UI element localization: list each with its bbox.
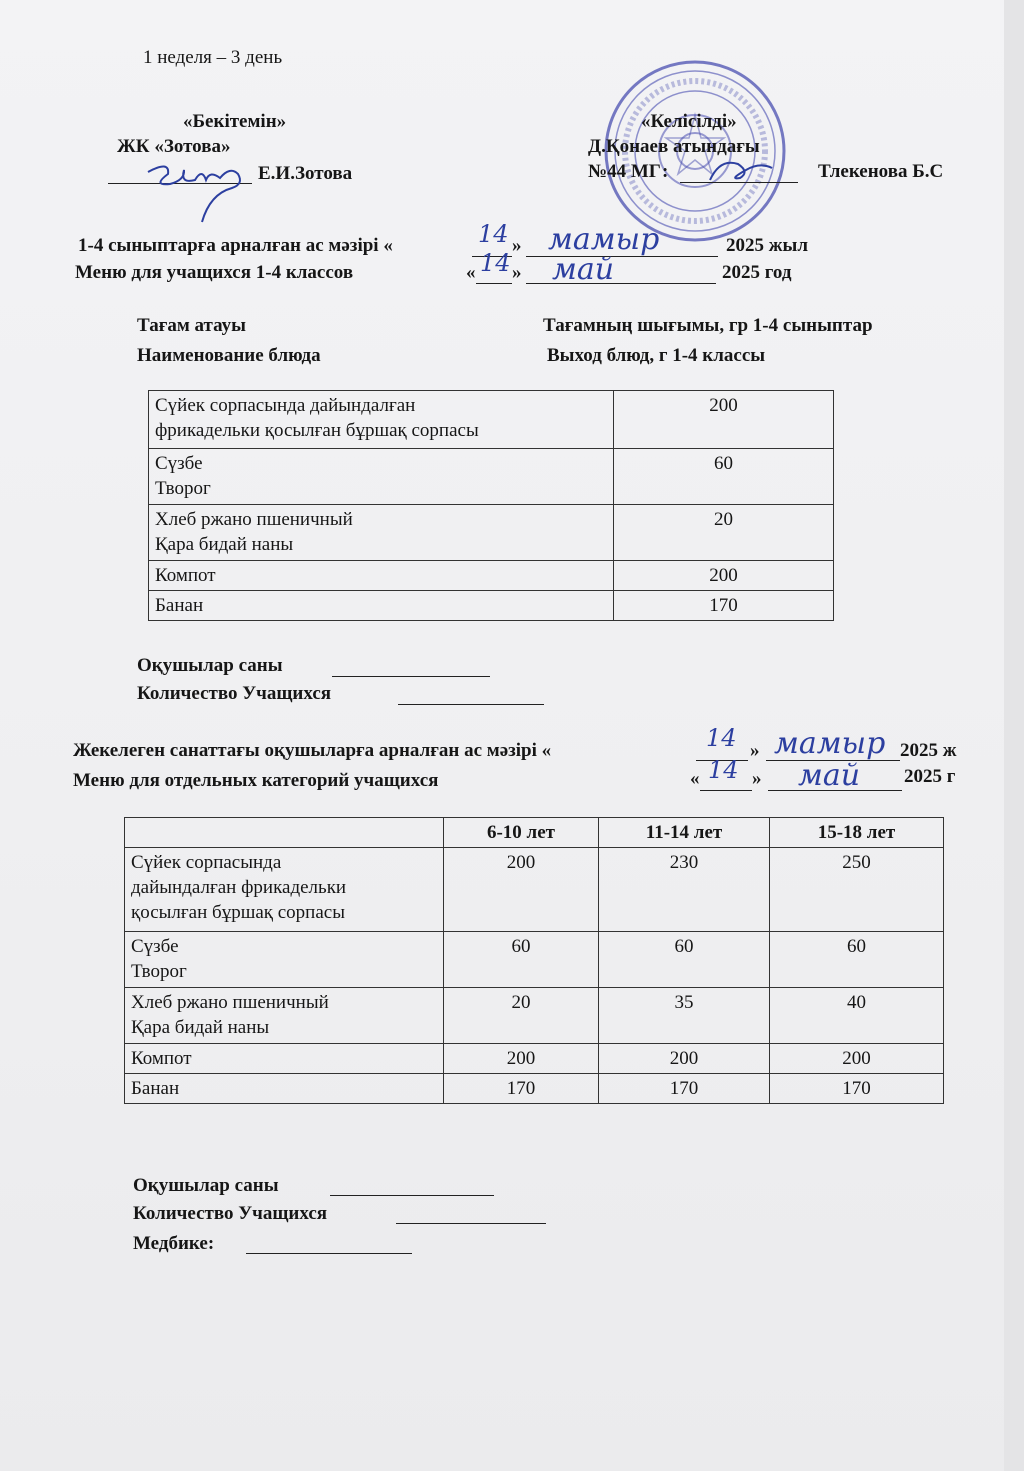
dish-name: Қара бидай наны (131, 1017, 270, 1038)
col-yield-ru: Выход блюд, г 1-4 классы (547, 345, 766, 366)
dish-qty: 60 (444, 932, 599, 988)
table-row (125, 848, 944, 932)
col-name-ru: Наименование блюда (137, 345, 321, 366)
dish-name: Творог (131, 961, 187, 982)
nurse-label: Медбике: (133, 1233, 215, 1254)
menu1-year-ru: 2025 год (722, 262, 792, 283)
menu1-title-kz: 1-4 сыныптарға арналған ас мәзірі « (78, 235, 393, 256)
table-row (149, 391, 834, 449)
menu2-year-ru: 2025 г (904, 766, 956, 787)
table-row (125, 1074, 944, 1104)
col-name-kz: Тағам атауы (137, 315, 246, 336)
menu1-table (148, 390, 834, 621)
nurse-signature-line (246, 1253, 412, 1254)
dish-qty: 60 (770, 932, 944, 988)
age-header: 11-14 лет (599, 818, 770, 848)
dish-qty: 60 (599, 932, 770, 988)
table-row (125, 932, 944, 988)
dish-qty: 170 (444, 1074, 599, 1104)
menu2-day-kz: 14 (706, 724, 737, 752)
dish-name: Қара бидай наны (155, 534, 294, 555)
students-count-ru-1: Количество Учащихся (137, 683, 332, 704)
dish-qty: 40 (770, 988, 944, 1044)
week-day-label: 1 неделя – 3 день (143, 47, 283, 68)
menu1-day-ru: 14 (480, 249, 511, 277)
menu2-year-kz: 2025 ж (900, 740, 957, 761)
menu2-day-ru: 14 (708, 756, 739, 784)
menu1-month-kz: мамыр (548, 222, 660, 257)
table-header-row (125, 818, 944, 848)
agree-title: «Келісілді» (641, 111, 737, 132)
dish-qty: 170 (770, 1074, 944, 1104)
menu2-month-ru: май (798, 758, 861, 793)
students-count-kz-2: Оқушылар саны (133, 1175, 279, 1196)
menu1-month-ru: май (552, 252, 615, 287)
dish-name: Компот (125, 1044, 444, 1074)
agree-name: Тлекенова Б.С (818, 161, 944, 182)
dish-qty: 200 (444, 848, 599, 932)
dish-name: Творог (155, 478, 211, 499)
table-row (125, 988, 944, 1044)
table-row (149, 591, 834, 621)
dish-qty: 20 (444, 988, 599, 1044)
col-yield-kz: Тағамның шығымы, гр 1-4 сыныптар (543, 315, 873, 336)
dish-name: қосылған бұршақ сорпасы (131, 902, 345, 923)
dish-qty: 60 (614, 449, 834, 505)
dish-qty: 200 (444, 1044, 599, 1074)
dish-qty: 200 (614, 561, 834, 591)
dish-name: Хлеб ржано пшеничный (131, 992, 329, 1013)
dish-qty: 170 (614, 591, 834, 621)
dish-name: фрикадельки қосылған бұршақ сорпасы (155, 420, 479, 441)
students-count-ru-2: Количество Учащихся (133, 1203, 328, 1224)
dish-qty: 200 (599, 1044, 770, 1074)
signature-tlekenova (700, 150, 780, 190)
table-row (149, 505, 834, 561)
dish-name: Банан (149, 591, 614, 621)
agree-school: №44 МГ (588, 161, 661, 182)
dish-name: Банан (125, 1074, 444, 1104)
dish-name: Сүйек сорпасында (131, 852, 282, 873)
menu1-year-kz: 2025 жыл (726, 235, 809, 256)
age-header: 15-18 лет (770, 818, 944, 848)
dish-qty: 20 (614, 505, 834, 561)
menu2-table (124, 817, 944, 1104)
table-row (125, 1044, 944, 1074)
dish-qty: 170 (599, 1074, 770, 1104)
dish-qty: 35 (599, 988, 770, 1044)
dish-qty: 250 (770, 848, 944, 932)
dish-name: дайындалған фрикадельки (131, 877, 347, 898)
dish-name: Хлеб ржано пшеничный (155, 509, 353, 530)
students-count-line (330, 1195, 494, 1196)
students-count-line (332, 676, 490, 677)
table-row (149, 561, 834, 591)
age-header: 6-10 лет (444, 818, 599, 848)
document-page: 1 неделя – 3 день «Бекітемін» ЖК «Зотова» Е.И.Зотова «Келісілді» Д.Қонаев атындағы №44 МГ : Тлекенова Б.С 1-4 сыныптарға арналған ас мәзірі « 14 » мамыр 2025 жыл Меню для учащихся 1-4 классов « 14 » май 2025 год Тағам атауы Наименование блюда Тағамның шығымы, гр 1-4 сыныптар Выход блюд, г 1-4 классы Сүйек сорпасында дайындалған фрикадельки қосылған бұршақ сорпасы 200 Сүзбе Творог 60 Хлеб ржано пшеничный Қара бидай наны 20 Компот 200 Банан 170 Оқушылар саны Количество Учащихся Жекелеген санаттағы оқушыларға арналған ас мәзірі « 14 » мамыр 2025 ж Меню для отдельных категорий учащихся « 14 » май 2025 г 6-10 лет 11-14 лет 15-18 лет Сүйек сорпасында дайындалған фрикадельки қосылған бұршақ сорпасы 200 230 250 Сүзбе Творог 60 60 60 Хлеб ржано пшеничный Қара бидай наны 20 35 40 Компот 200 200 200 Банан 170 170 170 Оқушылар саны Количество Учащихся Медбике: (0, 0, 1004, 1471)
menu1-title-ru: Меню для учащихся 1-4 классов (75, 262, 354, 283)
table-row (149, 449, 834, 505)
approve-name: Е.И.Зотова (258, 163, 353, 184)
dish-qty: 230 (599, 848, 770, 932)
dish-name: Сүйек сорпасында дайындалған (155, 395, 416, 416)
students-count-kz-1: Оқушылар саны (137, 655, 283, 676)
dish-name: Сүзбе (155, 453, 203, 474)
signature-zotova (140, 150, 260, 230)
menu2-title-ru: Меню для отдельных категорий учащихся (73, 770, 439, 791)
students-count-line (398, 704, 544, 705)
agree-org: Д.Қонаев атындағы (588, 136, 760, 157)
dish-qty: 200 (770, 1044, 944, 1074)
menu2-title-kz: Жекелеген санаттағы оқушыларға арналған ас мәзірі « (73, 740, 552, 761)
students-count-line (396, 1223, 546, 1224)
menu1-day-kz: 14 (478, 220, 509, 248)
menu2-month-kz: мамыр (774, 726, 886, 761)
dish-name: Сүзбе (131, 936, 179, 957)
approve-org: ЖК «Зотова» (117, 136, 231, 157)
day-line (700, 790, 752, 791)
dish-name: Компот (149, 561, 614, 591)
dish-qty: 200 (614, 391, 834, 449)
approve-title: «Бекітемін» (183, 111, 287, 132)
day-line (476, 283, 512, 284)
